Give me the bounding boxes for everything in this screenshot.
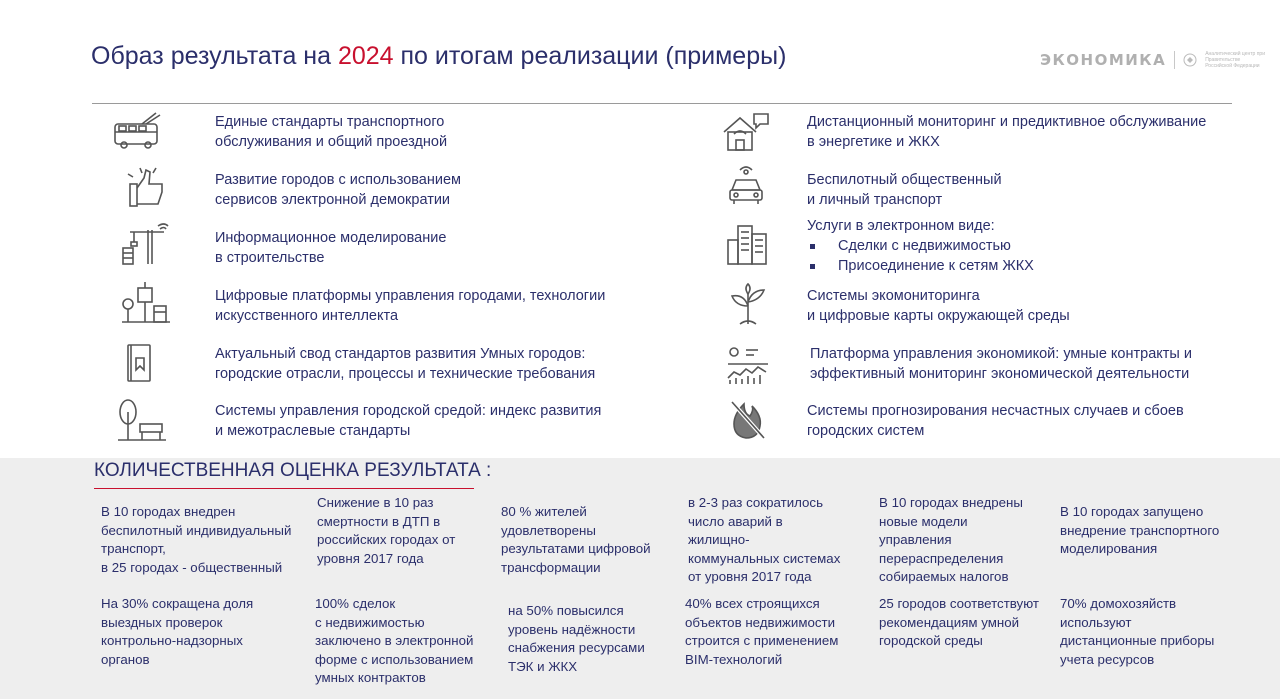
metric-r1-c2: Снижение в 10 раз смертности в ДТП в российских городах от уровня 2017 года — [317, 495, 456, 566]
left-item-4: Цифровые платформы управления городами, технологии искусственного интеллекта — [215, 288, 606, 324]
metric-r2-c4: 40% всех строящихся объектов недвижимости строится с применением BIM-технологий — [685, 596, 839, 667]
metric-r1-c6: В 10 городах запущено внедрение транспортного моделирования — [1060, 504, 1220, 556]
page-title: Образ результата на 2024 по итогам реализации (примеры) — [91, 42, 787, 70]
left-item-5: Актуальный свод стандартов развития Умных городов: городские отрасли, процессы и технические требования — [215, 346, 596, 382]
autonomous-car-icon — [724, 164, 776, 208]
title-year: 2024 — [337, 42, 394, 70]
metric-r2-c5: 25 городов соответствуют рекомендациям умной городской среды — [879, 596, 1039, 648]
right-item-4: Системы экомониторинга и цифровые карты окружающей среды — [807, 288, 1070, 324]
emblem-icon — [1183, 53, 1197, 67]
logo-wordmark: ЭКОНОМИКА — [1040, 51, 1167, 69]
quant-underline — [94, 488, 474, 489]
city-platform-icon — [120, 280, 172, 324]
right-item-2: Беспилотный общественный и личный транспорт — [807, 172, 1002, 208]
no-fire-icon — [724, 398, 776, 442]
book-icon — [112, 342, 164, 386]
metric-r2-c6: 70% домохозяйств используют дистанционные приборы учета ресурсов — [1060, 596, 1215, 667]
metric-r2-c2: 100% сделок с недвижимостью заключено в электронной форме с использованием умных контрактов — [315, 596, 474, 685]
plant-icon — [724, 282, 776, 326]
right-item-5: Платформа управления экономикой: умные контракты и эффективный мониторинг экономической деятельности — [810, 346, 1192, 382]
crane-icon — [120, 222, 172, 266]
metric-r2-c3: на 50% повысился уровень надёжности снабжения ресурсами ТЭК и ЖКХ — [508, 603, 645, 674]
logo — [1040, 50, 1265, 70]
metric-r1-c1: В 10 городах внедрен беспилотный индивидуальный транспорт, в 25 городах - общественный — [101, 504, 292, 575]
metric-r1-c4: в 2-3 раз сократилось число аварий в жилищно- коммунальных системах от уровня 2017 года — [688, 495, 841, 584]
metric-r2-c1: На 30% сокращена доля выездных проверок контрольно-надзорных органов — [101, 596, 254, 667]
left-item-1: Единые стандарты транспортного обслуживания и общий проездной — [215, 114, 448, 150]
right-item-3: Услуги в электронном виде: Сделки с недвижимостью Присоединение к сетям ЖКХ — [807, 218, 1034, 274]
smart-home-icon — [720, 110, 772, 154]
metric-r1-c3: 80 % жителей удовлетворены результатами цифровой трансформации — [501, 504, 651, 575]
metric-r1-c5: В 10 городах внедрены новые модели управления перераспределения собираемых налогов — [879, 495, 1023, 584]
buildings-icon — [724, 222, 776, 266]
right-item-6: Системы прогнозирования несчастных случаев и сбоев городских систем — [807, 403, 1184, 439]
left-item-3: Информационное моделирование в строительстве — [215, 230, 447, 266]
bullet-item: Сделки с недвижимостью — [807, 236, 1034, 256]
header-divider — [92, 103, 1232, 104]
trolleybus-icon — [112, 110, 164, 154]
thumbs-up-icon — [120, 166, 172, 210]
left-item-6: Системы управления городской средой: индекс развития и межотраслевые стандарты — [215, 403, 602, 439]
park-bench-icon — [116, 398, 168, 442]
quant-title: КОЛИЧЕСТВЕННАЯ ОЦЕНКА РЕЗУЛЬТАТА : — [94, 460, 492, 481]
bullet-item: Присоединение к сетям ЖКХ — [807, 256, 1034, 276]
left-item-2: Развитие городов с использованием сервисов электронной демократии — [215, 172, 462, 208]
right-item-1: Дистанционный мониторинг и предиктивное обслуживание в энергетике и ЖКХ — [807, 114, 1207, 150]
logo-subtitle: Аналитический центр при Правительстве Российской Федерации — [1205, 51, 1265, 69]
analytics-icon — [724, 342, 776, 386]
